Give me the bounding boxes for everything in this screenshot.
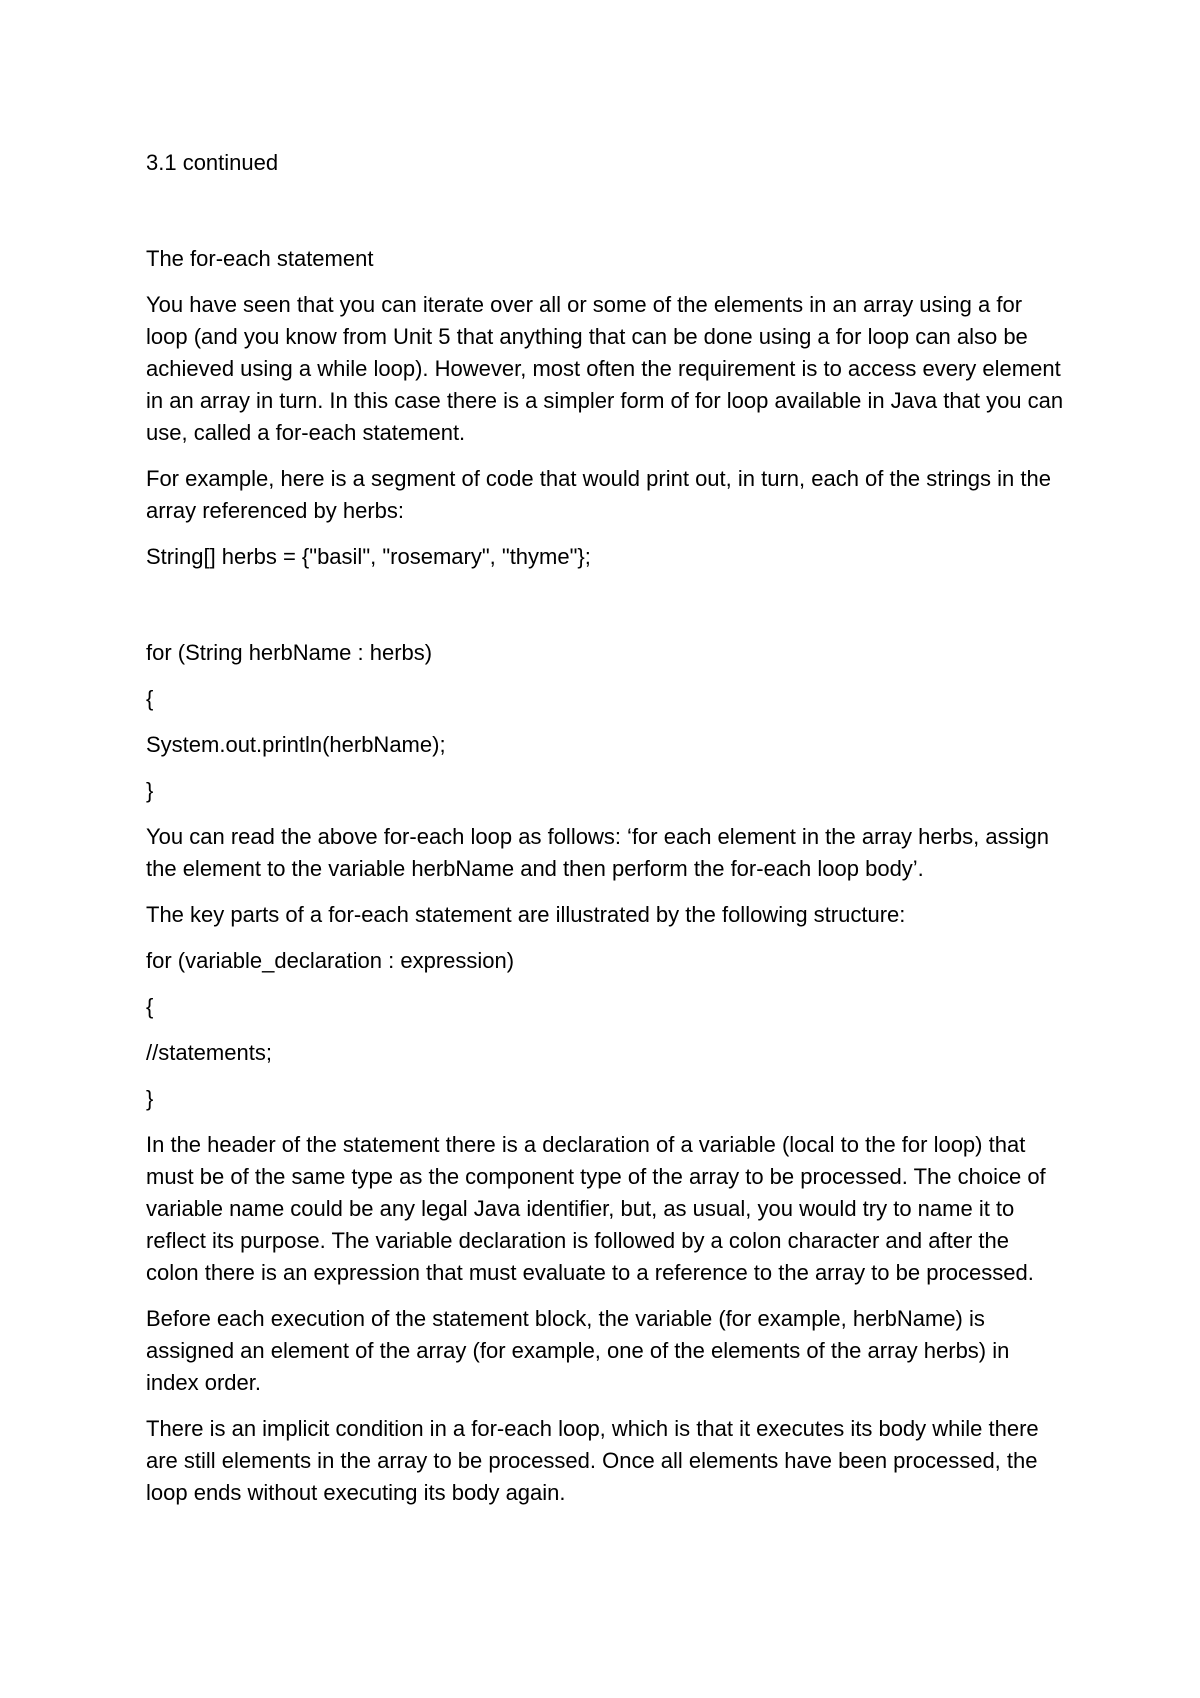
code-loop-body: System.out.println(herbName);	[146, 732, 446, 757]
code-spacing	[146, 587, 1066, 637]
code-loop-header: for (String herbName : herbs)	[146, 640, 433, 665]
loop-explanation-paragraph: You can read the above for-each loop as follows: ‘for each element in the array herbs, assign the element to the variable herbName and then perform the for-each loop body’.	[146, 824, 1049, 881]
intro-paragraph: You have seen that you can iterate over all or some of the elements in an array using a for loop (and you know from Unit 5 that anything that can be done using a for loop can also be achieved using a while loop). However, most often the requirement is to access every element in an array in turn. In this case there is a simpler form of for loop available in Java that you can use, called a for-each statement.	[146, 292, 1064, 445]
structure-intro-paragraph: The key parts of a for-each statement are illustrated by the following structure:	[146, 902, 906, 927]
header-explanation-paragraph: In the header of the statement there is a declaration of a variable (local to the for loop) that must be of the same type as the component type of the array to be processed. The choice of variable name could be any legal Java identifier, but, as usual, you would try to name it to reflect its purpose. The variable declaration is followed by a colon character and after the colon there is an expression that must evaluate to a reference to the array to be processed.	[146, 1132, 1046, 1285]
structure-open-brace: {	[146, 994, 154, 1019]
structure-header: for (variable_declaration : expression)	[146, 948, 515, 973]
code-array-declaration: String[] herbs = {"basil", "rosemary", "thyme"};	[146, 544, 591, 569]
structure-body: //statements;	[146, 1040, 272, 1065]
code-open-brace: {	[146, 686, 154, 711]
example-intro-paragraph: For example, here is a segment of code that would print out, in turn, each of the strings in the array referenced by herbs:	[146, 466, 1051, 523]
document-content	[146, 147, 1066, 1523]
structure-close-brace: }	[146, 1086, 154, 1111]
implicit-condition-paragraph: There is an implicit condition in a for-each loop, which is that it executes its body while there are still elements in the array to be processed. Once all elements have been processed, the loop ends without executing its body again.	[146, 1416, 1039, 1505]
page-heading: 3.1 continued	[146, 150, 279, 175]
code-close-brace: }	[146, 778, 154, 803]
section-title: The for-each statement	[146, 246, 374, 271]
execution-explanation-paragraph: Before each execution of the statement block, the variable (for example, herbName) is assigned an element of the array (for example, one of the elements of the array herbs) in index order.	[146, 1306, 1010, 1395]
